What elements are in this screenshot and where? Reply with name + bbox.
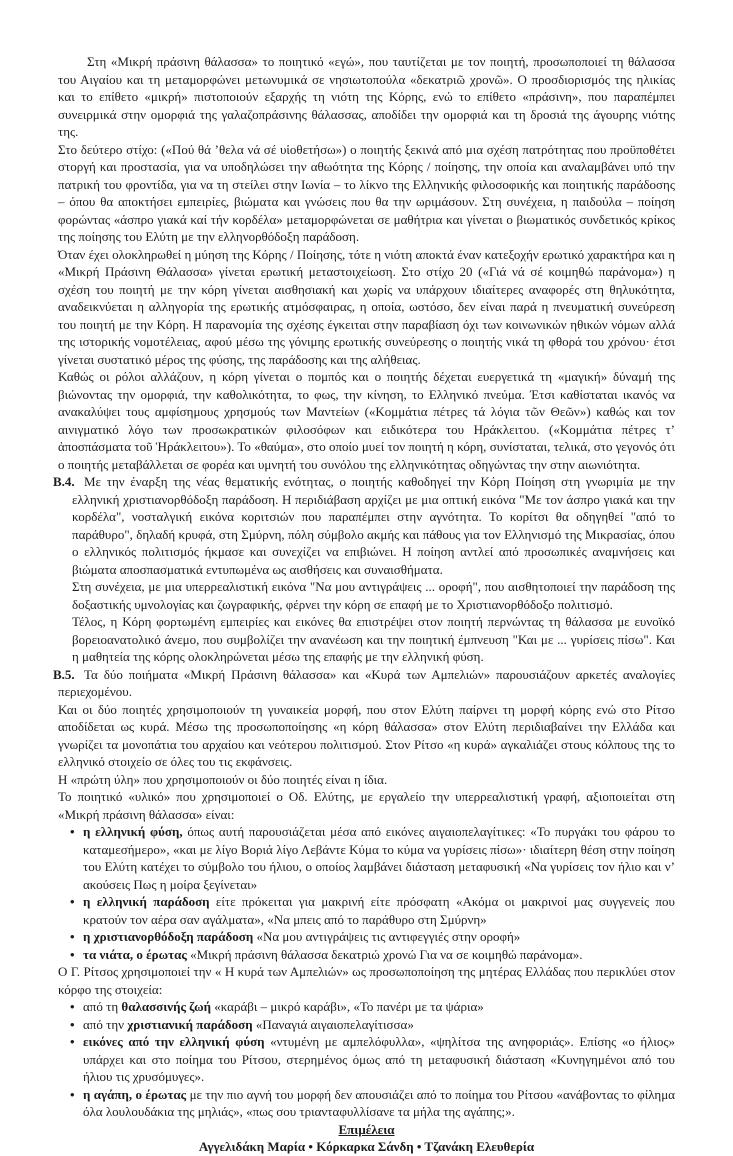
b4-paragraph-2: Στη συνέχεια, με μια υπερρεαλιστική εικόνα "Να μου αντιγράψεις ... οροφή", που αισθητοποιεί την παράδοση της δοξαστικής υμνολογίας και ζωγραφικής, φέρνει την κόρη σε επαφή με το Χριστιανορθόδοξο πολιτισμό.	[72, 579, 675, 612]
bullet-pre: από την	[83, 1016, 128, 1032]
bullet-item	[83, 1033, 675, 1086]
footer-heading: Επιμέλεια	[338, 1121, 395, 1137]
bullet-item	[83, 823, 675, 893]
bullet-item	[83, 893, 675, 928]
b5-paragraph-2: Και οι δύο ποιητές χρησιμοποιούν τη γυναικεία μορφή, που στον Ελύτη παίρνει τη μορφή κόρης ενώ στο Ρίτσο αποδίδεται ως κυρά. Μέσω της προσωποποίησης «η κόρη θάλασσα» στον Ελύτη περιδιαβαίνει την Ελλάδα και γνωρίζει τα μονοπάτια του αρχαίου και νεότερου πολιτισμού. Στον Ρίτσο «η κυρά» αγκαλιάζει στους κόλπους της το ελληνικό στοιχείο σε όλες του τις εκφάνσεις.	[58, 701, 675, 769]
bullet-text: όπως αυτή παρουσιάζεται μέσα από εικόνες αιγαιοπελαγίτικες: «Το πυργάκι του φάρου το καταμεσήμερο», «και με λίγο Βοριά λίγο Λεβάντε Κύμα το κύμα να γυρίσεις πίσω»· ιδιαίτερη θέση στην ποίηση του Ελύτη κατέχει το σύμβολο του ήλιου, ο οποίος λαμβάνει διάσταση μεταφυσική «Να γυρίσεις τον ήλιο και ν’ ακούσεις Πως η μοίρα ξεγίνεται»	[83, 824, 675, 892]
bullet-text: «Μικρή πράσινη θάλασσα δεκατριώ χρονώ Για να σε κοιμηθώ παράνομα».	[186, 946, 583, 962]
section-label-b4: Β.4.	[53, 474, 75, 489]
intro-paragraph-3: Όταν έχει ολοκληρωθεί η μύηση της Κόρης / Ποίησης, τότε η νιότη αποκτά έναν κατεξοχήν ερωτικό χαρακτήρα και η «Μικρή Πράσινη Θάλασσα» γίνεται ερωτική μεταστοιχείωση. Στο στίχο 20 («Γιά νά σέ κοιμηθώ παράνομα») η σχέση του ποιητή με την κόρη γίνεται αισθησιακή και χωρίς να υπάρχουν ιδιαίτερες αναφορές στη θηλυκότητα, αναδεικνύεται η αλληγορία της ερωτικής ατμόσφαιρας, η οποία, ωστόσο, δεν είναι παρά η πνευματική συνεύρεση του ποιητή με την Κόρη. Η παρανομία της σχέσης έγκειται στην παραβίαση όχι των κοινωνικών ηθικών νόμων αλλά της ιστορικής νομοτέλειας, αφού μέσω της γόνιμης ερωτικής συνεύρεσης ο ποιητής νικά τη φθορά του χρόνου· έτσι γίνεται συστατικό μέρος της φύσης, της παράδοσης και της αλήθειας.	[58, 246, 675, 367]
bullet-text: «Παναγιά αιγαιοπελαγίτισσα»	[252, 1016, 414, 1032]
intro-paragraph-4: Καθώς οι ρόλοι αλλάζουν, η κόρη γίνεται ο πομπός και ο ποιητής δέχεται ευεργετικά τη «μαγική» δύναμή της βιώνοντας την ομορφιά, την καθολικότητα, το φως, την κίνηση, το Ελληνικό πνεύμα. Έτσι καθίσταται ικανός να ανακαλύψει τους αμφίσημους χρησμούς των Μαντείων («Κομμάτια πέτρες τά λόγια τῶν Θεῶν») καθώς και τον αινιγματικό λόγο των προσωκρατικών φιλοσόφων και ειδικότερα του Ηράκλειτου. («Κομμάτια πέτρες τ’ ἀποσπάσματα τοῦ Ἡράκλειτου»). Το «θαύμα», στο οποίο μυεί τον ποιητή η κόρη, συνίσταται, τελικά, στο γεγονός ότι ο ποιητής μεταβάλλεται σε φορέα και υμνητή του συνόλου της ελληνικότητας οδηγώντας την στην αιωνιότητα.	[58, 369, 675, 472]
bullet-lead: η χριστιανορθόδοξη παράδοση	[83, 929, 254, 944]
b5-paragraph-3: Η «πρώτη ύλη» που χρησιμοποιούν οι δύο ποιητές είναι η ίδια.	[58, 771, 388, 787]
b5-paragraph-4: Το ποιητικό «υλικό» που χρησιμοποιεί ο Οδ. Ελύτης, με εργαλείο την υπερρεαλιστική γραφή, αξιοποιείται στη «Μικρή πράσινη θάλασσα» είναι:	[58, 789, 675, 822]
bullet-pre: από τη	[83, 999, 122, 1014]
footer-editors: Αγγελιδάκη Μαρία • Κόρκαρκα Σάνδη • Τζανάκη Ελευθερία	[198, 1139, 535, 1154]
bullet-item	[83, 928, 675, 946]
bullet-lead: θαλασσινής ζωή	[121, 999, 211, 1014]
bullet-item	[83, 1016, 675, 1034]
bullet-text: «καράβι – μικρό καράβι», «Το πανέρι με τα ψάρια»	[211, 999, 484, 1014]
bullet-text: με την πιο αγνή του μορφή δεν απουσιάζει από το ποίημα του Ρίτσου «ανάβοντας το φίλημα όλα λουλουδάκια της μηλιάς», «πως σου τριανταφυλλίσανε τα μήλα της αγάπης;».	[83, 1086, 675, 1119]
bullet-lead: η ελληνική φύση,	[83, 824, 183, 839]
intro-paragraph-1: Στη «Μικρή πράσινη θάλασσα» το ποιητικό «εγώ», που ταυτίζεται με τον ποιητή, προσωποποιεί τη θάλασσα του Αιγαίου και τη μεταμορφώνει μετωνυμικά σε νησιωτοπούλα «δεκατριῶ χρονῶ». Ο προσδιορισμός της ηλικίας και το επίθετο «μικρή» πιστοποιούν εξαρχής τη νιότη της Κόρης, ενώ το επίθετο «πράσινη», που παραπέμπει συνειρμικά στην ομορφιά της γαλαζοπράσινης θάλασσας, αποδίδει την ομορφιά και τη δροσιά της άγουρης νιότης της.	[58, 54, 675, 139]
b4-paragraph-3: Τέλος, η Κόρη φορτωμένη εμπειρίες και εικόνες θα επιστρέψει στον ποιητή περνώντας τη θάλασσα με ευνοϊκό βορειοανατολικό άνεμο, που συμβολίζει την ανανέωση και την ποιητική έμπνευση "Και με ... γυρίσεις πίσω". Και η μαθητεία της κόρης ολοκληρώνεται μέσω της επαφής με την ελληνική φύση.	[72, 614, 675, 664]
section-label-b5: Β.5.	[53, 666, 75, 682]
bullet-lead: εικόνες από την ελληνική φύση	[83, 1034, 265, 1049]
section-b5	[53, 666, 676, 1121]
bullet-lead: χριστιανική παράδοση	[127, 1016, 253, 1032]
bullet-lead: τα νιάτα, ο έρωτας	[83, 946, 187, 962]
ritsos-intro-paragraph: Ο Γ. Ρίτσος χρησιμοποιεί την « Η κυρά των Αμπελιών» ως προσωποποίηση της μητέρας Ελλάδας που περικλύει στον κόρφο της στοιχεία:	[58, 964, 675, 997]
b5-paragraph-1: Τα δύο ποιήματα «Μικρή Πράσινη θάλασσα» και «Κυρά των Αμπελιών» παρουσιάζουν αρκετές αναλογίες περιεχομένου.	[58, 666, 675, 699]
section-b4	[53, 473, 675, 666]
bullet-text: «Να μου αντιγράψεις τις αντιφεγγιές στην οροφή»	[253, 929, 521, 944]
b4-paragraph-1: Με την έναρξη της νέας θεματικής ενότητας, ο ποιητής καθοδηγεί την Κόρη Ποίηση στη γνωριμία με την ελληνική χριστιανορθόδοξη παράδοση. Η περιδιάβαση αρχίζει με μια οπτική εικόνα "Με τον άσπρο γιακά και την κορδέλα", νοσταλγική εικόνα κοριτσιών που παραπέμπει στην αγνότητα. Το κορίτσι θα οδηγηθεί "από το παράθυρο", δηλαδή κρυφά, στη Σμύρνη, πόλη σύμβολο ακμής και πάθους για τον Ελληνισμό της Μικρασίας, όπου ο ελληνικός πολιτισμός ήκμασε και συνεχίζει να επιβιώνει. Η ποίηση αντλεί από προσωπικές αναμνήσεις και βιώματα αποσπασματικά εντυπωμένα ως αισθήσεις και συναισθήματα.	[72, 474, 675, 577]
bullet-item	[83, 998, 675, 1016]
footer	[58, 1121, 675, 1156]
bullet-lead: η αγάπη, ο έρωτας	[83, 1086, 187, 1102]
ritsos-bullet-list	[58, 998, 675, 1121]
bullet-item	[83, 946, 675, 964]
bullet-text: «ντυμένη με αμπελόφυλλα», «ψηλίτσα της ανηφοριάς». Επίσης «ο ήλιος» υπάρχει και στο ποίημα του Ρίτσου, στερημένος όμως από τη μεταφυσική διάσταση «Κυνηγημένοι από του ήλιου τις χρυσόμυγες».	[83, 1034, 676, 1084]
intro-paragraph-2: Στο δεύτερο στίχο: («Πού θά ’θελα νά σέ υἱοθετήσω») ο ποιητής ξεκινά από μια σχέση πατρότητας που προϋποθέτει στοργή και προστασία, για να υποδηλώσει την αθωότητα της Κόρης / ποίησης, την οποία και αναλαμβάνει υπό την πατρική του φροντίδα, για να τη στείλει στην Ιωνία – το λίκνο της Ελληνικής φιλοσοφικής και ποιητικής παράδοσης – όπου θα αποκτήσει εμπειρίες, βιώματα και γνώσεις που θα την ωριμάσουν. Στη συνέχεια, η παιδούλα – ποίηση φορώντας «άσπρο γιακά καί τήν κορδέλα» μεταμορφώνεται σε μαθήτρια και γίνεται ο βιωματικός συνδετικός κρίκος της ποίησης του Ελύτη με την ελληνορθόδοξη παράδοση.	[58, 141, 675, 244]
bullet-item	[83, 1086, 675, 1121]
bullet-text: είτε πρόκειται για μακρινή είτε πρόσφατη «Ακόμα οι μακρινοί μας συγγενείς που κρατούν τον αέρα σαν αγάλματα», «Να μπεις από το παράθυρο στη Σμύρνη»	[83, 894, 675, 927]
elytis-bullet-list	[58, 823, 675, 963]
bullet-lead: η ελληνική παράδοση	[83, 894, 210, 909]
